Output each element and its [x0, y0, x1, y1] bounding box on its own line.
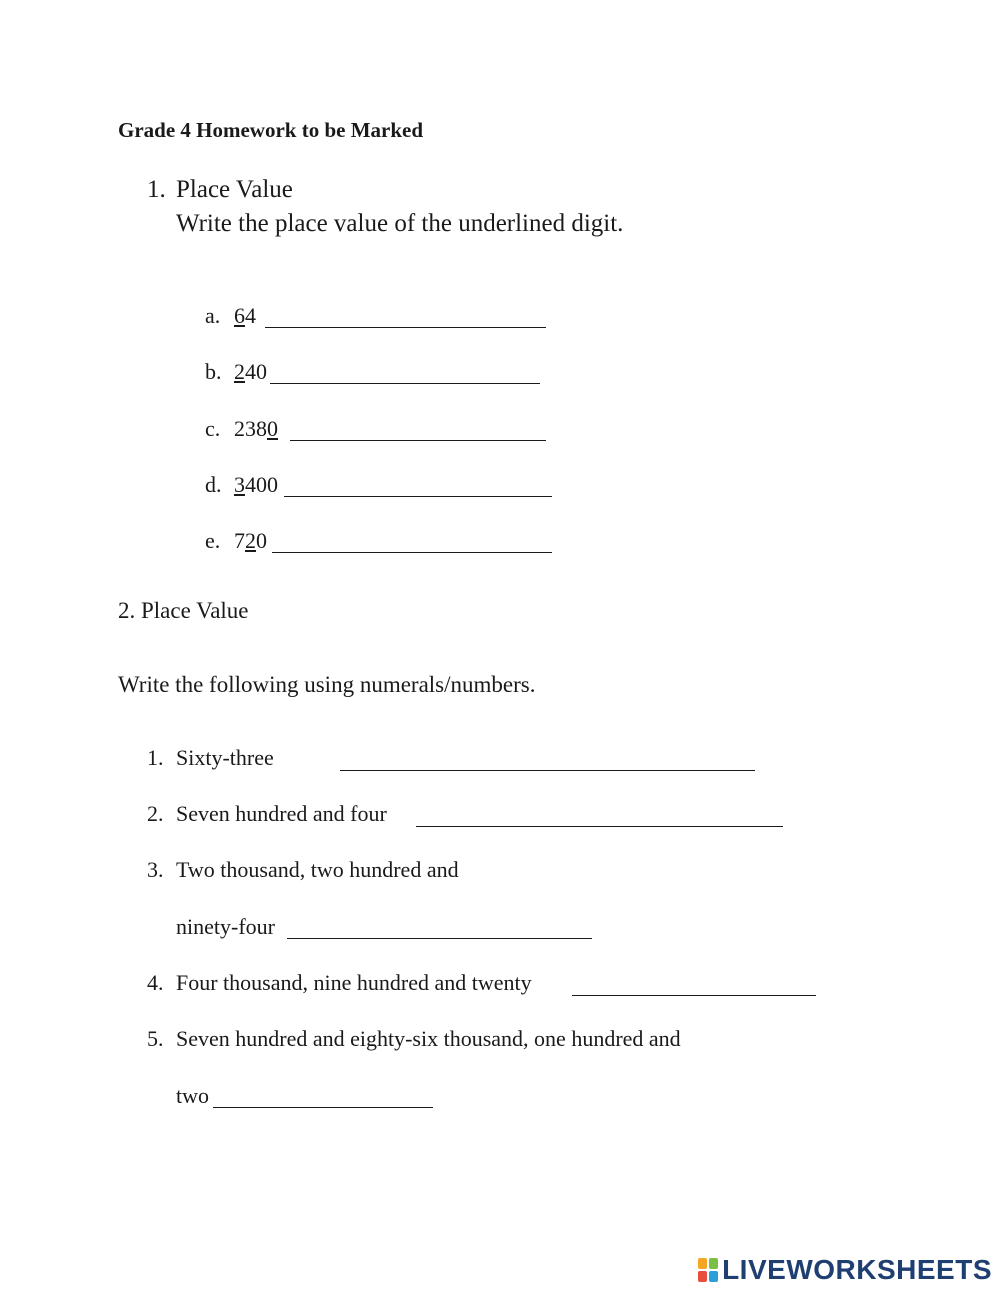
question-3-text-continued: ninety-four	[176, 914, 275, 939]
item-b-answer-blank[interactable]	[270, 383, 540, 384]
question-2-answer-blank[interactable]	[416, 826, 783, 827]
question-3-text: Two thousand, two hundred and	[176, 857, 459, 882]
item-e-label: e.	[205, 528, 221, 553]
item-e-answer-blank[interactable]	[272, 552, 552, 553]
page-title: Grade 4 Homework to be Marked	[118, 118, 424, 142]
question-5-answer-blank[interactable]	[213, 1107, 433, 1108]
item-c-number: 2380	[234, 416, 278, 441]
question-1-answer-blank[interactable]	[340, 770, 755, 771]
liveworksheets-logo	[698, 1254, 992, 1286]
question-4-number: 4.	[147, 970, 164, 995]
item-d-answer-blank[interactable]	[284, 496, 552, 497]
item-b-label: b.	[205, 359, 222, 384]
question-1-number: 1.	[147, 745, 164, 770]
question-4-text: Four thousand, nine hundred and twenty	[176, 970, 532, 995]
item-a-label: a.	[205, 303, 221, 328]
section1-instruction: Write the place value of the underlined digit.	[176, 210, 624, 237]
liveworksheets-logo-icon	[698, 1258, 718, 1282]
question-5-text: Seven hundred and eighty-six thousand, one hundred and	[176, 1026, 681, 1051]
section1-number: 1.	[147, 176, 166, 203]
item-c-label: c.	[205, 416, 221, 441]
question-1-text: Sixty-three	[176, 745, 274, 770]
section1-heading: Place Value	[176, 176, 293, 203]
question-2-number: 2.	[147, 801, 164, 826]
question-5-number: 5.	[147, 1026, 164, 1051]
item-a-answer-blank[interactable]	[265, 327, 546, 328]
liveworksheets-logo-text: LIVEWORKSHEETS	[722, 1254, 992, 1285]
question-2-text: Seven hundred and four	[176, 801, 387, 826]
question-3-answer-blank[interactable]	[287, 938, 592, 939]
question-5-text-continued: two	[176, 1083, 209, 1108]
question-3-number: 3.	[147, 857, 164, 882]
section2-title: 2. Place Value	[118, 598, 249, 623]
item-a-number: 64	[234, 303, 256, 328]
item-d-number: 3400	[234, 472, 278, 497]
item-b-number: 240	[234, 359, 267, 384]
item-e-number: 720	[234, 528, 267, 553]
item-d-label: d.	[205, 472, 222, 497]
section2-instruction: Write the following using numerals/numbers.	[118, 672, 536, 697]
question-4-answer-blank[interactable]	[572, 995, 816, 996]
item-c-answer-blank[interactable]	[290, 440, 546, 441]
